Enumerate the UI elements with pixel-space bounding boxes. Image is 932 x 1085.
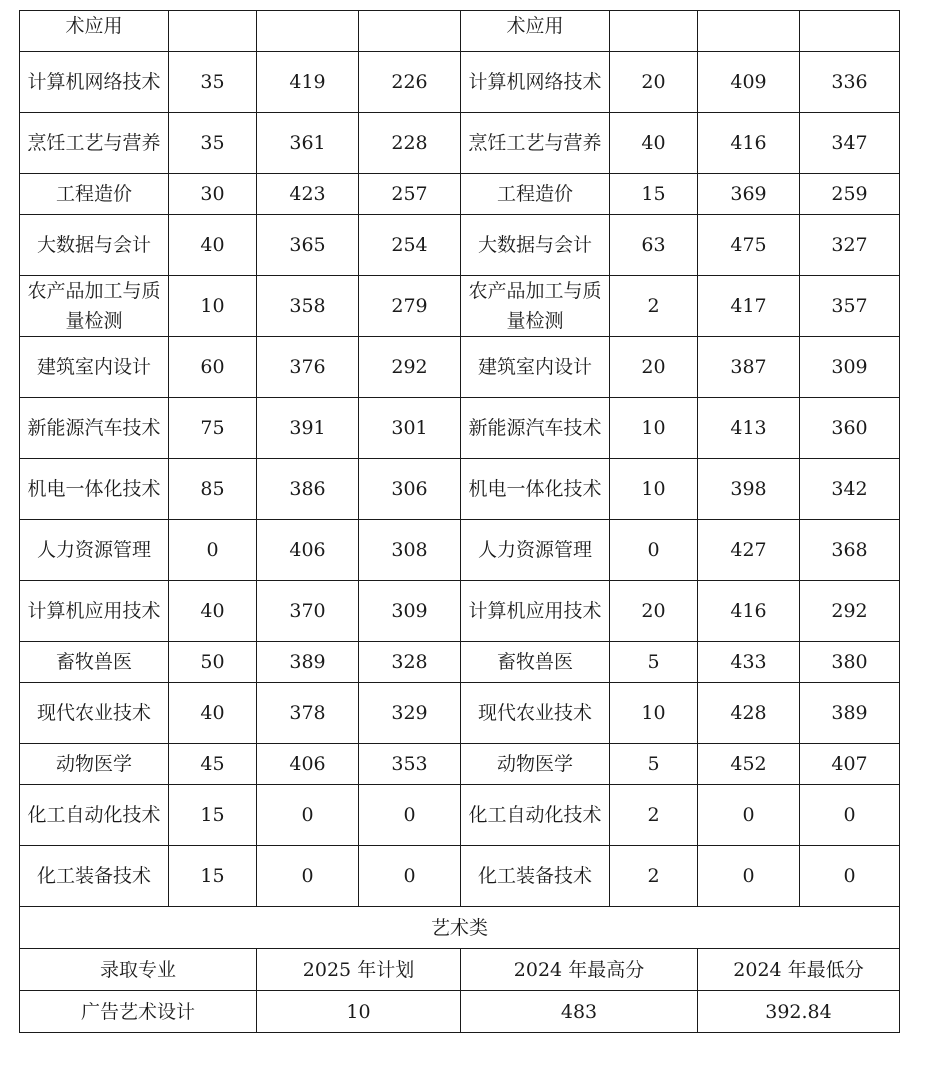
major-name-cell: 建筑室内设计 bbox=[20, 337, 169, 398]
table-row bbox=[20, 785, 900, 846]
low-score-cell: 360 bbox=[800, 398, 900, 459]
high-score-cell: 0 bbox=[257, 846, 359, 907]
major-name-cell: 化工自动化技术 bbox=[20, 785, 169, 846]
high-score-cell: 413 bbox=[698, 398, 800, 459]
low-score-cell: 292 bbox=[359, 337, 461, 398]
high-score-cell: 0 bbox=[257, 785, 359, 846]
low-score-cell: 368 bbox=[800, 520, 900, 581]
low-score-cell: 329 bbox=[359, 683, 461, 744]
low-score-cell: 0 bbox=[800, 785, 900, 846]
major-name-cell: 烹饪工艺与营养 bbox=[20, 113, 169, 174]
plan-cell: 35 bbox=[169, 113, 257, 174]
major-name-cell: 工程造价 bbox=[461, 174, 610, 215]
low-score-cell: 389 bbox=[800, 683, 900, 744]
table-row bbox=[20, 642, 900, 683]
high-score-cell: 376 bbox=[257, 337, 359, 398]
low-score-cell: 347 bbox=[800, 113, 900, 174]
high-score-cell: 427 bbox=[698, 520, 800, 581]
high-score-cell: 406 bbox=[257, 744, 359, 785]
plan-cell: 40 bbox=[610, 113, 698, 174]
major-name-cell: 人力资源管理 bbox=[461, 520, 610, 581]
plan-cell: 10 bbox=[257, 991, 461, 1033]
section-title: 艺术类 bbox=[20, 907, 900, 949]
high-score-cell: 386 bbox=[257, 459, 359, 520]
plan-cell: 40 bbox=[169, 215, 257, 276]
high-score-cell: 423 bbox=[257, 174, 359, 215]
low-score-cell: 327 bbox=[800, 215, 900, 276]
low-score-cell: 301 bbox=[359, 398, 461, 459]
major-name-cell: 畜牧兽医 bbox=[461, 642, 610, 683]
table-row bbox=[20, 991, 900, 1033]
plan-cell: 10 bbox=[169, 276, 257, 337]
major-name-cell: 烹饪工艺与营养 bbox=[461, 113, 610, 174]
major-name-cell: 广告艺术设计 bbox=[20, 991, 257, 1033]
plan-cell: 20 bbox=[610, 52, 698, 113]
major-name-cell: 农产品加工与质量检测 bbox=[461, 276, 610, 337]
high-score-cell: 370 bbox=[257, 581, 359, 642]
plan-cell: 5 bbox=[610, 642, 698, 683]
major-name-cell: 新能源汽车技术 bbox=[461, 398, 610, 459]
table-row bbox=[20, 744, 900, 785]
plan-cell: 15 bbox=[169, 846, 257, 907]
low-score-cell: 353 bbox=[359, 744, 461, 785]
low-score-cell: 392.84 bbox=[698, 991, 900, 1033]
section-title-row bbox=[20, 907, 900, 949]
plan-cell: 60 bbox=[169, 337, 257, 398]
empty-cell bbox=[610, 11, 698, 52]
high-score-cell: 416 bbox=[698, 581, 800, 642]
plan-cell: 63 bbox=[610, 215, 698, 276]
art-section bbox=[20, 907, 900, 1033]
table-row bbox=[20, 113, 900, 174]
low-score-cell: 279 bbox=[359, 276, 461, 337]
high-score-cell: 361 bbox=[257, 113, 359, 174]
low-score-cell: 342 bbox=[800, 459, 900, 520]
table-row bbox=[20, 276, 900, 337]
high-score-cell: 369 bbox=[698, 174, 800, 215]
major-name-cell: 机电一体化技术 bbox=[20, 459, 169, 520]
high-score-cell: 0 bbox=[698, 785, 800, 846]
low-score-cell: 336 bbox=[800, 52, 900, 113]
high-score-cell: 409 bbox=[698, 52, 800, 113]
plan-cell: 35 bbox=[169, 52, 257, 113]
high-score-cell: 419 bbox=[257, 52, 359, 113]
major-name-cell: 新能源汽车技术 bbox=[20, 398, 169, 459]
major-name-cell: 动物医学 bbox=[20, 744, 169, 785]
plan-cell: 15 bbox=[169, 785, 257, 846]
high-score-cell: 483 bbox=[461, 991, 698, 1033]
high-score-cell: 428 bbox=[698, 683, 800, 744]
low-score-cell: 0 bbox=[800, 846, 900, 907]
major-name-cell: 计算机网络技术 bbox=[20, 52, 169, 113]
table-row bbox=[20, 52, 900, 113]
major-name-cell: 机电一体化技术 bbox=[461, 459, 610, 520]
plan-cell: 10 bbox=[610, 459, 698, 520]
high-score-cell: 387 bbox=[698, 337, 800, 398]
major-name-cell: 化工装备技术 bbox=[461, 846, 610, 907]
major-name-cell: 动物医学 bbox=[461, 744, 610, 785]
table-row bbox=[20, 215, 900, 276]
low-score-cell: 259 bbox=[800, 174, 900, 215]
major-name-cell: 计算机应用技术 bbox=[20, 581, 169, 642]
high-score-cell: 358 bbox=[257, 276, 359, 337]
header-low: 2024 年最低分 bbox=[698, 949, 900, 991]
high-score-cell: 389 bbox=[257, 642, 359, 683]
high-score-cell: 416 bbox=[698, 113, 800, 174]
table-row bbox=[20, 174, 900, 215]
high-score-cell: 0 bbox=[698, 846, 800, 907]
low-score-cell: 328 bbox=[359, 642, 461, 683]
high-score-cell: 365 bbox=[257, 215, 359, 276]
plan-cell: 0 bbox=[610, 520, 698, 581]
table-body bbox=[20, 11, 900, 907]
plan-cell: 0 bbox=[169, 520, 257, 581]
plan-cell: 75 bbox=[169, 398, 257, 459]
low-score-cell: 292 bbox=[800, 581, 900, 642]
plan-cell: 2 bbox=[610, 785, 698, 846]
major-name-cell: 人力资源管理 bbox=[20, 520, 169, 581]
admission-table bbox=[19, 10, 900, 1033]
table-row bbox=[20, 520, 900, 581]
plan-cell: 40 bbox=[169, 683, 257, 744]
header-row bbox=[20, 949, 900, 991]
table-row bbox=[20, 11, 900, 52]
header-high: 2024 年最高分 bbox=[461, 949, 698, 991]
low-score-cell: 0 bbox=[359, 846, 461, 907]
table-row bbox=[20, 846, 900, 907]
header-major: 录取专业 bbox=[20, 949, 257, 991]
plan-cell: 2 bbox=[610, 846, 698, 907]
high-score-cell: 391 bbox=[257, 398, 359, 459]
table-row bbox=[20, 398, 900, 459]
low-score-cell: 357 bbox=[800, 276, 900, 337]
table-row bbox=[20, 459, 900, 520]
plan-cell: 50 bbox=[169, 642, 257, 683]
low-score-cell: 380 bbox=[800, 642, 900, 683]
major-name-cell: 畜牧兽医 bbox=[20, 642, 169, 683]
plan-cell: 15 bbox=[610, 174, 698, 215]
table-row bbox=[20, 337, 900, 398]
low-score-cell: 407 bbox=[800, 744, 900, 785]
major-name-cell: 大数据与会计 bbox=[20, 215, 169, 276]
plan-cell: 40 bbox=[169, 581, 257, 642]
high-score-cell: 378 bbox=[257, 683, 359, 744]
empty-cell bbox=[800, 11, 900, 52]
plan-cell: 10 bbox=[610, 683, 698, 744]
plan-cell: 5 bbox=[610, 744, 698, 785]
low-score-cell: 308 bbox=[359, 520, 461, 581]
major-name-cell: 术应用 bbox=[461, 11, 610, 52]
major-name-cell: 建筑室内设计 bbox=[461, 337, 610, 398]
table-row bbox=[20, 683, 900, 744]
empty-cell bbox=[698, 11, 800, 52]
major-name-cell: 计算机应用技术 bbox=[461, 581, 610, 642]
plan-cell: 85 bbox=[169, 459, 257, 520]
empty-cell bbox=[169, 11, 257, 52]
empty-cell bbox=[257, 11, 359, 52]
high-score-cell: 452 bbox=[698, 744, 800, 785]
major-name-cell: 农产品加工与质量检测 bbox=[20, 276, 169, 337]
plan-cell: 2 bbox=[610, 276, 698, 337]
high-score-cell: 417 bbox=[698, 276, 800, 337]
low-score-cell: 306 bbox=[359, 459, 461, 520]
low-score-cell: 309 bbox=[359, 581, 461, 642]
table-row bbox=[20, 581, 900, 642]
high-score-cell: 406 bbox=[257, 520, 359, 581]
high-score-cell: 398 bbox=[698, 459, 800, 520]
plan-cell: 10 bbox=[610, 398, 698, 459]
major-name-cell: 化工自动化技术 bbox=[461, 785, 610, 846]
major-name-cell: 术应用 bbox=[20, 11, 169, 52]
major-name-cell: 现代农业技术 bbox=[461, 683, 610, 744]
low-score-cell: 254 bbox=[359, 215, 461, 276]
major-name-cell: 工程造价 bbox=[20, 174, 169, 215]
low-score-cell: 309 bbox=[800, 337, 900, 398]
low-score-cell: 257 bbox=[359, 174, 461, 215]
high-score-cell: 433 bbox=[698, 642, 800, 683]
plan-cell: 45 bbox=[169, 744, 257, 785]
low-score-cell: 228 bbox=[359, 113, 461, 174]
major-name-cell: 现代农业技术 bbox=[20, 683, 169, 744]
major-name-cell: 化工装备技术 bbox=[20, 846, 169, 907]
plan-cell: 20 bbox=[610, 337, 698, 398]
major-name-cell: 大数据与会计 bbox=[461, 215, 610, 276]
plan-cell: 30 bbox=[169, 174, 257, 215]
plan-cell: 20 bbox=[610, 581, 698, 642]
empty-cell bbox=[359, 11, 461, 52]
header-plan: 2025 年计划 bbox=[257, 949, 461, 991]
low-score-cell: 0 bbox=[359, 785, 461, 846]
high-score-cell: 475 bbox=[698, 215, 800, 276]
major-name-cell: 计算机网络技术 bbox=[461, 52, 610, 113]
low-score-cell: 226 bbox=[359, 52, 461, 113]
